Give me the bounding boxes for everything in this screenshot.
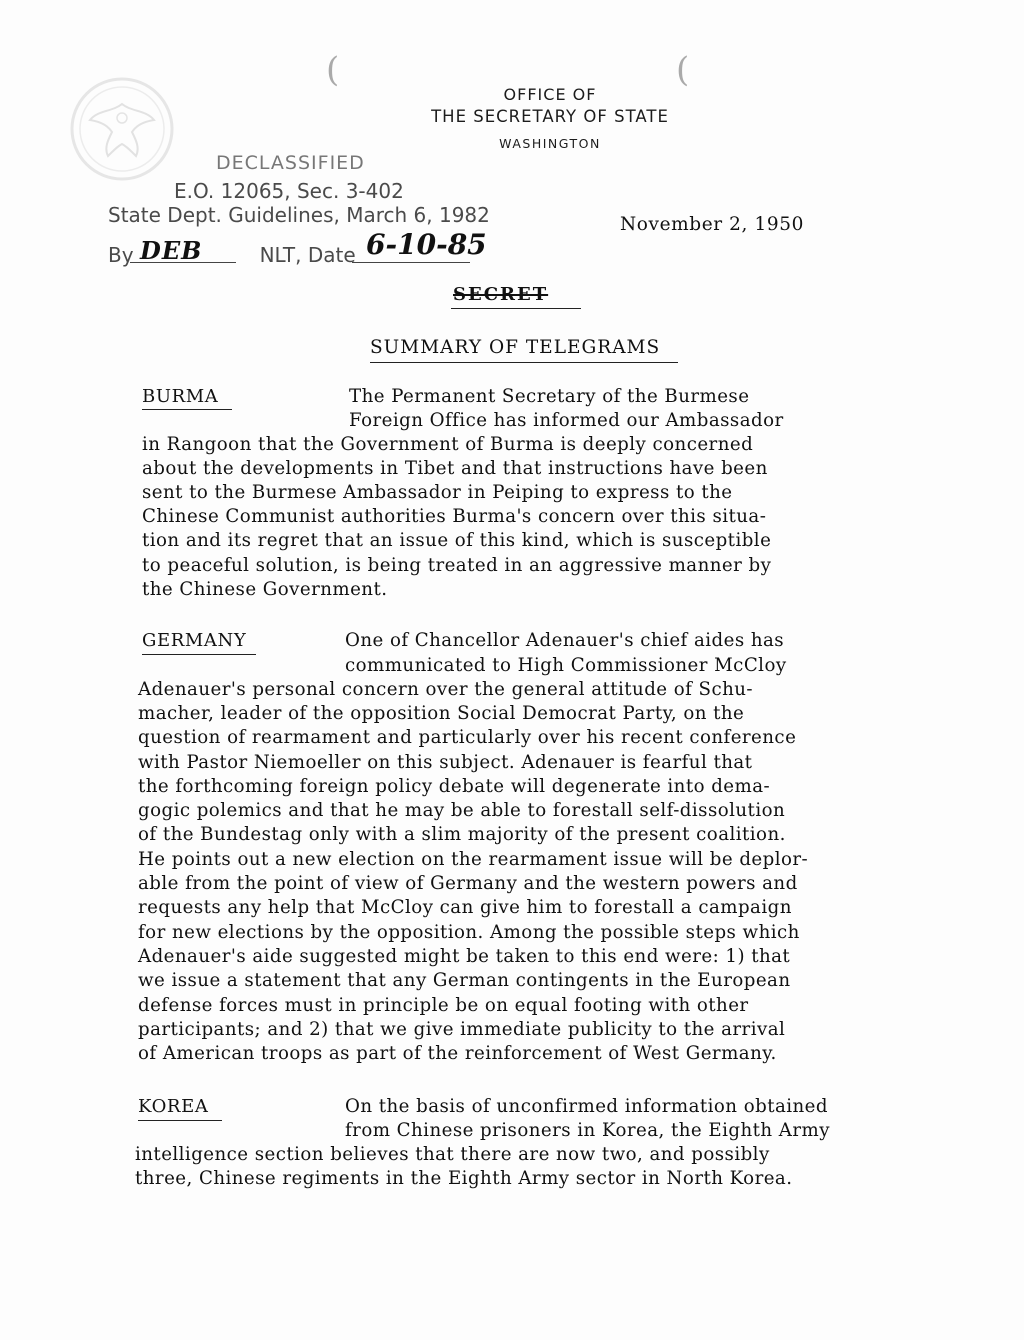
section-underline-germany — [142, 654, 256, 655]
handwritten-initials: DEB — [140, 236, 203, 265]
classification-underline — [451, 308, 581, 309]
germany-line: able from the point of view of Germany and the western powers and — [138, 873, 798, 894]
germany-line: participants; and 2) that we give immediate publicity to the arrival — [138, 1019, 786, 1040]
germany-line: gogic polemics and that he may be able to forestall self-dissolution — [138, 800, 786, 821]
section-underline-burma — [142, 409, 232, 410]
title-text: SUMMARY OF TELEGRAMS — [370, 337, 661, 358]
handwritten-date: 6-10-85 — [366, 228, 487, 261]
classification-text: SECRET — [453, 284, 549, 305]
section-label-germany: GERMANY — [142, 630, 247, 651]
declassified-stamp-status: DECLASSIFIED — [216, 152, 365, 174]
burma-line: about the developments in Tibet and that instructions have been — [142, 458, 768, 479]
germany-line: the forthcoming foreign policy debate will degenerate into dema- — [138, 776, 771, 797]
burma-line: in Rangoon that the Government of Burma is deeply concerned — [142, 434, 754, 455]
date-underline — [352, 262, 470, 263]
korea-line: three, Chinese regiments in the Eighth Army sector in North Korea. — [135, 1168, 793, 1189]
title-underline — [370, 362, 678, 363]
letterhead-city: WASHINGTON — [499, 136, 601, 151]
classification-marking — [453, 284, 548, 305]
germany-line: macher, leader of the opposition Social Democrat Party, on the — [138, 703, 745, 724]
korea-line: from Chinese prisoners in Korea, the Eighth Army — [345, 1120, 830, 1141]
korea-line: intelligence section believes that there are now two, and possibly — [135, 1144, 770, 1165]
paren-mark-left: ( — [326, 50, 340, 90]
germany-line: question of rearmament and particularly over his recent conference — [138, 727, 797, 748]
section-label-korea: KOREA — [138, 1096, 209, 1117]
germany-line: of American troops as part of the reinforcement of West Germany. — [138, 1043, 777, 1064]
letterhead-secretary: THE SECRETARY OF STATE — [431, 107, 669, 126]
germany-line: defense forces must in principle be on equal footing with other — [138, 995, 749, 1016]
declassified-stamp-order: E.O. 12065, Sec. 3-402 — [174, 179, 404, 203]
germany-line: He points out a new election on the rearmament issue will be deplor- — [138, 849, 809, 870]
korea-line: On the basis of unconfirmed information obtained — [345, 1096, 828, 1117]
burma-line: to peaceful solution, is being treated in an aggressive manner by — [142, 555, 772, 576]
burma-line: sent to the Burmese Ambassador in Peiping to express to the — [142, 482, 733, 503]
letterhead-office: OFFICE OF — [503, 85, 597, 104]
burma-line: Chinese Communist authorities Burma's concern over this situa- — [142, 506, 767, 527]
burma-line: The Permanent Secretary of the Burmese — [349, 386, 750, 407]
document-title — [370, 337, 660, 358]
germany-line: One of Chancellor Adenauer's chief aides has — [345, 630, 785, 651]
section-label-burma: BURMA — [142, 386, 219, 407]
germany-line: for new elections by the opposition. Among the possible steps which — [138, 922, 800, 943]
germany-line: Adenauer's aide suggested might be taken to this end were: 1) that — [138, 946, 791, 967]
germany-line: we issue a statement that any German contingents in the European — [138, 970, 791, 991]
germany-line: requests any help that McCloy can give him to forestall a campaign — [138, 897, 792, 918]
great-seal-icon — [64, 74, 184, 188]
paren-mark-right: ( — [676, 50, 690, 90]
burma-line: tion and its regret that an issue of this kind, which is susceptible — [142, 530, 772, 551]
nlt-date-label: NLT, Date — [259, 243, 356, 267]
declassified-stamp-guidelines: State Dept. Guidelines, March 6, 1982 — [108, 203, 490, 227]
section-underline-korea — [138, 1120, 222, 1121]
by-label: By — [108, 243, 134, 267]
document-date: November 2, 1950 — [620, 214, 804, 235]
germany-line: Adenauer's personal concern over the general attitude of Schu- — [138, 679, 754, 700]
burma-line: Foreign Office has informed our Ambassador — [349, 410, 784, 431]
germany-line: with Pastor Niemoeller on this subject. Adenauer is fearful that — [138, 752, 753, 773]
germany-line: communicated to High Commissioner McCloy — [345, 655, 787, 676]
germany-line: of the Bundestag only with a slim majority of the present coalition. — [138, 824, 786, 845]
burma-line: the Chinese Government. — [142, 579, 388, 600]
